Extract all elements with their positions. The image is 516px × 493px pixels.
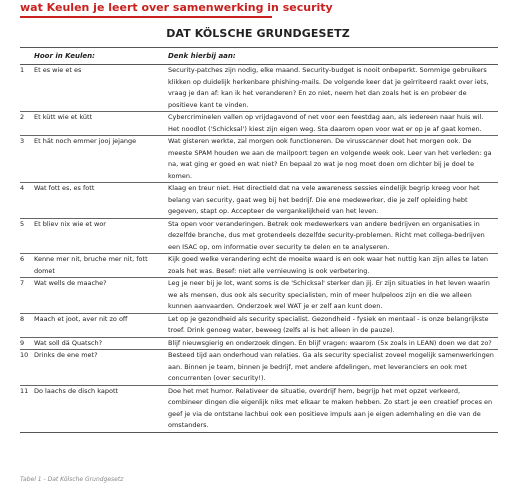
row-description: Kijk goed welke verandering echt de moeite waard is en ook waar het nuttig kan zijn alles te laten zoals het was. Besef: niet alle vernieuwing is ook verbetering.	[168, 255, 488, 275]
row-description: Besteed tijd aan onderhoud van relaties. Ga als security specialist zoveel mogelijk samenwerkingen aan. Binnen je team, binnen je bedrijf, met andere afdelingen, met leveranciers en ook met concurrenten (over security!).	[168, 351, 494, 382]
row-description: Leg je neer bij je lot, want soms is de 'Schicksal' sterker dan jij. Er zijn situaties in het leven waarin we als mensen, dus ook als security specialisten, min of meer hulpeloos zijn en die we alleen kunnen aanvaarden. Onderzoek wel WAT je er zelf aan kunt doen.	[168, 279, 490, 310]
grundgesetz-table	[20, 47, 498, 433]
row-description: Doe het met humor. Relativeer de situatie, overdrijf hem, begrijp het met opzet verkeerd, combineer dingen die eigenlijk niks met elkaar te maken hebben. Zo start je een creatief proces en geef je via de ontstane lachbui ook een positieve impuls aan je eigen ademhaling en die van de omstanders.	[168, 386, 493, 429]
row-number: 9	[20, 338, 25, 347]
table-row	[20, 112, 498, 136]
row-number: 10	[20, 351, 29, 359]
row-term-cell	[20, 278, 162, 313]
row-term: Do laachs de disch kapott	[34, 386, 119, 395]
row-description: Cybercriminelen vallen op vrijdagavond of net voor een feestdag aan, als iedereen naar huis wil. Het noodlot ('Schicksal') kiest zijn eigen weg. Sta daarom open voor wat er op je af gaat komen.	[168, 113, 484, 133]
row-description: Wat gisteren werkte, zal morgen ook functioneren. De virusscanner doet het morgen ook. De meeste SPAM houden we aan de mailpoort tegen en volgende week ook. Leer van het verleden: ga na, wat ging er goed en wat niet? En bepaal zo wat je nog moet doen om dichter bij je doel te komen.	[168, 137, 492, 180]
row-description: Security-patches zijn nodig, elke maand. Security-budget is nooit onbeperkt. Sommige gebruikers klikken op duidelijk herkenbare phishing-mails. De volgende keer dat je geïrriteerd raakt over iets, vraag je dan af: kan ik het veranderen? En zo niet, neem het dan zoals het is en probeer de positieve kant te vinden.	[168, 66, 489, 109]
table-title: DAT KÖLSCHE GRUNDGESETZ	[166, 27, 350, 40]
row-term-cell	[20, 314, 162, 337]
row-number: 7	[20, 279, 25, 287]
table-row	[20, 386, 498, 432]
table-row	[20, 278, 498, 314]
article-header: wat Keulen je leert over samenwerking in security	[20, 1, 333, 14]
table-row	[20, 65, 498, 112]
row-term: Wat fott es, es fott	[34, 184, 95, 192]
row-description: Klaag en treur niet. Het directield dat na vele awareness sessies eindelijk begrip kreeg voor het belang van security, gaat weg bij het bedrijf. Die ene medewerker, die je zelf opleiding hebt gegeven, stapt op. Accepteer de vergankelijkheid van het leven.	[168, 184, 480, 215]
row-number: 1	[20, 66, 25, 74]
row-term: Kenne mer nit, bruche mer nit, fott domet	[34, 255, 148, 275]
row-description: Let op je gezondheid als security specialist. Gezondheid - fysiek en mentaal - is onze belangrijkste troef. Drink genoeg water, beweeg (zelfs al is het alleen in de pauze).	[168, 314, 489, 334]
row-description: Sta open voor veranderingen. Betrek ook medewerkers van andere bedrijven en organisaties in dezelfde branche, dus met grotendeels dezelfde security-problemen. Richt met collega-bedrijven een ISAC op, om informatie over security te delen en te analyseren.	[168, 219, 485, 251]
row-number: 11	[20, 386, 29, 395]
col-header-hoor: Hoor in Keulen:	[34, 52, 95, 60]
row-term-cell	[20, 254, 162, 277]
row-term: Maach et joot, aver nit zo off	[34, 314, 128, 323]
row-term-cell	[20, 219, 162, 254]
table-caption: Tabel 1 - Dat Kölsche Grundgesetz	[20, 476, 124, 483]
row-term-cell	[20, 65, 162, 111]
row-term-cell	[20, 112, 162, 135]
col-header-denk: Denk hierbij aan:	[168, 52, 236, 60]
row-number: 3	[20, 137, 25, 145]
row-term: Wat wells de maache?	[34, 279, 107, 287]
row-term-cell	[20, 183, 162, 218]
row-term-cell	[20, 136, 162, 182]
table-row	[20, 183, 498, 219]
table-row	[20, 350, 498, 386]
row-number: 5	[20, 219, 25, 228]
row-number: 2	[20, 113, 25, 121]
row-description: Blijf nieuwsgierig en onderzoek dingen. En blijf vragen: waarom (5x zoals in LEAN) doen we dat zo?	[168, 338, 492, 347]
table-row	[20, 314, 498, 338]
table-row	[20, 254, 498, 278]
table-body	[20, 65, 498, 432]
row-number: 4	[20, 184, 25, 192]
table-row	[20, 338, 498, 351]
row-term-cell	[20, 386, 162, 432]
row-term: Wat soll dä Quatsch?	[34, 338, 103, 347]
table-row	[20, 136, 498, 183]
row-term: Et bliev nix wie et wor	[34, 219, 106, 228]
row-term: Et es wie et es	[34, 66, 82, 74]
row-term: Drinks de ene met?	[34, 351, 98, 359]
row-number: 6	[20, 255, 25, 263]
row-term-cell	[20, 350, 162, 385]
table-header-row	[20, 48, 498, 65]
header-rule	[20, 16, 272, 18]
row-term: Et hät noch emmer jooj jejange	[34, 137, 137, 145]
row-term-cell	[20, 338, 162, 350]
row-term: Et kütt wie et kütt	[34, 113, 93, 121]
table-row	[20, 219, 498, 255]
row-number: 8	[20, 314, 25, 323]
